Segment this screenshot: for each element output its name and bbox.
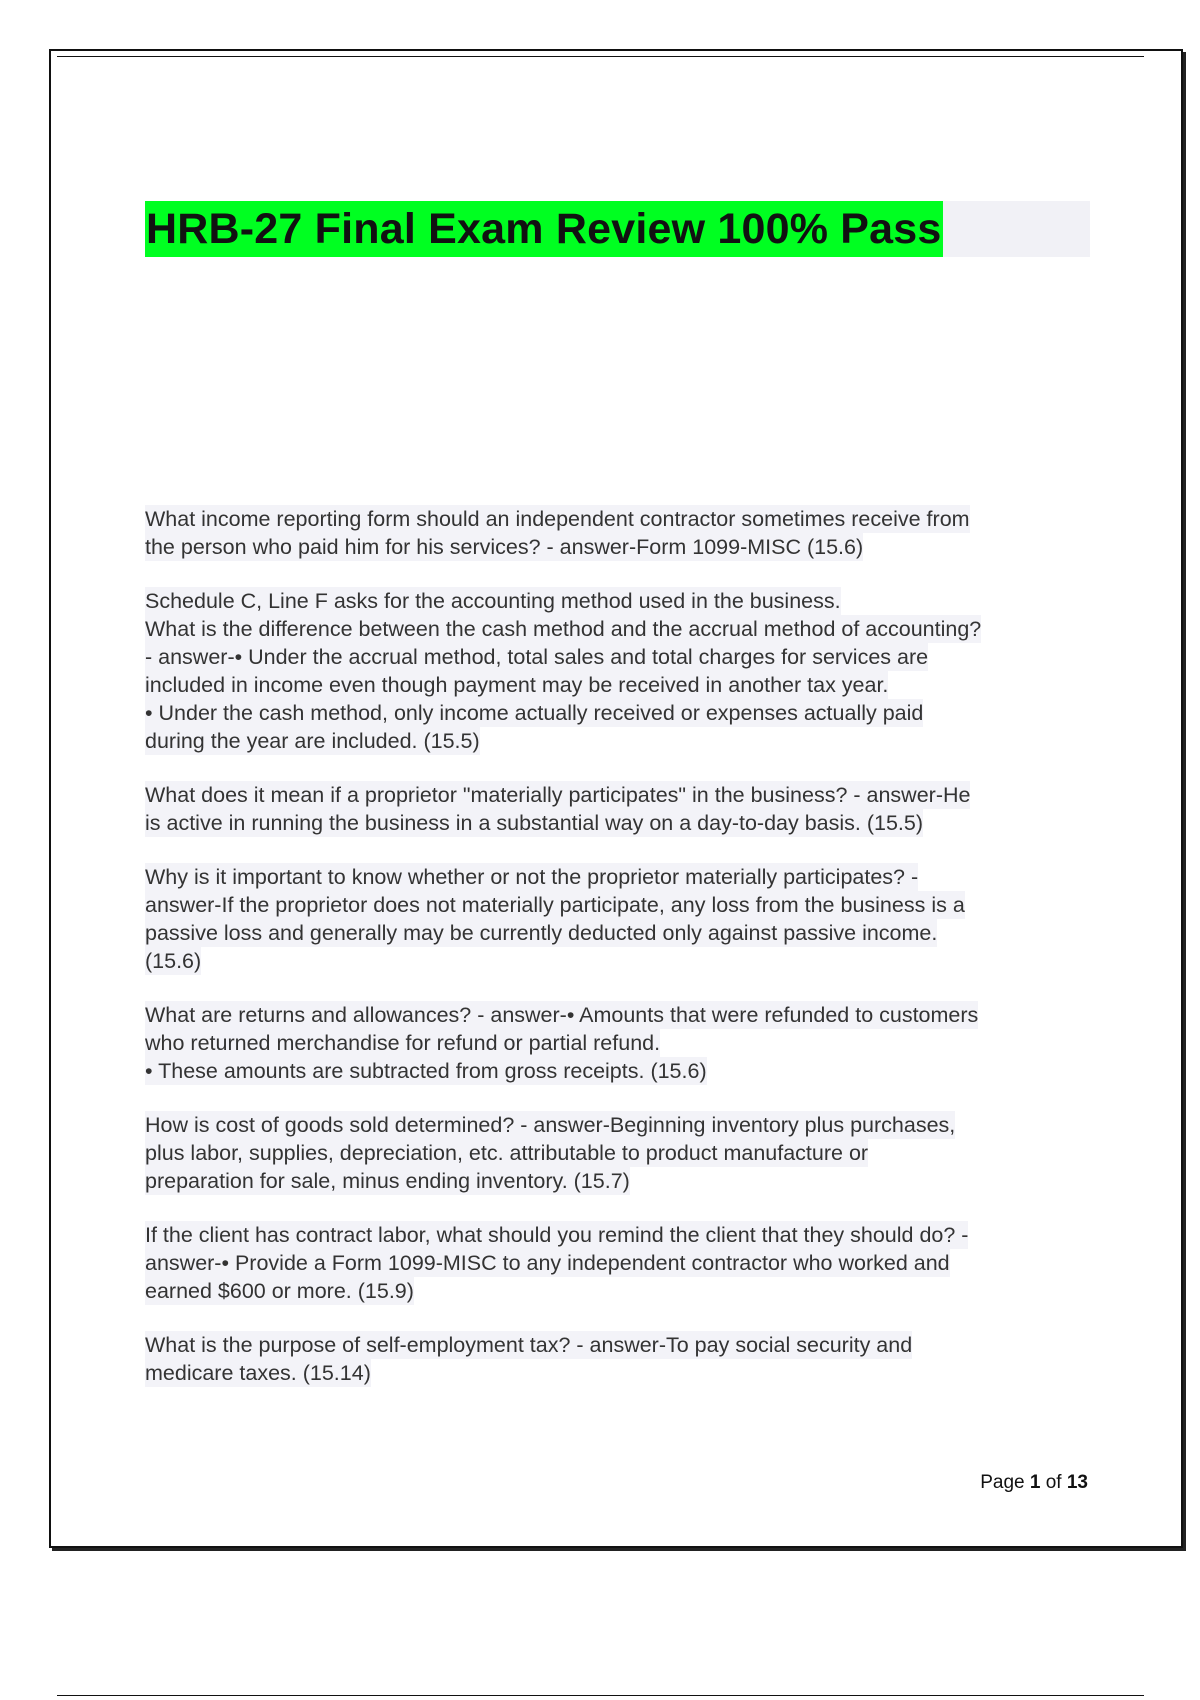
page-number-prefix: Page (980, 1472, 1025, 1493)
qa-line: Why is it important to know whether or not the proprietor materially participates? - (145, 865, 919, 889)
page-number-total: 13 (1066, 1472, 1088, 1493)
qa-line: is active in running the business in a substantial way on a day-to-day basis. (15.5) (145, 811, 924, 835)
qa-line: What does it mean if a proprietor "materially participates" in the business? - answer-He (145, 783, 971, 807)
qa-block (145, 505, 1090, 561)
qa-line: preparation for sale, minus ending inventory. (15.7) (145, 1169, 630, 1193)
page-number-separator: of (1045, 1472, 1062, 1493)
qa-line: passive loss and generally may be currently deducted only against passive income. (145, 921, 938, 945)
qa-line: during the year are included. (15.5) (145, 729, 480, 753)
qa-line: medicare taxes. (15.14) (145, 1361, 371, 1385)
qa-line: How is cost of goods sold determined? - answer-Beginning inventory plus purchases, (145, 1113, 956, 1137)
qa-block (145, 1111, 1090, 1195)
qa-line: (15.6) (145, 949, 202, 973)
qa-line: answer-• Provide a Form 1099-MISC to any independent contractor who worked and (145, 1251, 950, 1275)
qa-line: plus labor, supplies, depreciation, etc. attributable to product manufacture or (145, 1141, 869, 1165)
page-number-current: 1 (1029, 1472, 1041, 1493)
page-number (980, 1472, 1088, 1494)
document-title: HRB-27 Final Exam Review 100% Pass (145, 201, 943, 257)
qa-line: Schedule C, Line F asks for the accounting method used in the business. (145, 589, 841, 613)
bottom-rule (57, 1695, 1144, 1696)
qa-line: What is the difference between the cash method and the accrual method of accounting? (145, 617, 982, 641)
qa-block (145, 1001, 1090, 1085)
qa-line: included in income even though payment may be received in another tax year. (145, 673, 889, 697)
qa-line: What income reporting form should an independent contractor sometimes receive from (145, 507, 970, 531)
qa-line: • Under the cash method, only income actually received or expenses actually paid (145, 701, 924, 725)
qa-block (145, 587, 1090, 755)
qa-list (145, 505, 1090, 1413)
qa-line: the person who paid him for his services? - answer-Form 1099-MISC (15.6) (145, 535, 864, 559)
qa-line: What are returns and allowances? - answer-• Amounts that were refunded to customers (145, 1003, 979, 1027)
qa-line: earned $600 or more. (15.9) (145, 1279, 414, 1303)
qa-block (145, 781, 1090, 837)
qa-line: If the client has contract labor, what should you remind the client that they should do? - (145, 1223, 969, 1247)
qa-line: • These amounts are subtracted from gross receipts. (15.6) (145, 1059, 707, 1083)
qa-line: - answer-• Under the accrual method, total sales and total charges for services are (145, 645, 929, 669)
qa-block (145, 863, 1090, 975)
qa-line: answer-If the proprietor does not materially participate, any loss from the business is a (145, 893, 965, 917)
qa-block (145, 1331, 1090, 1387)
qa-line: What is the purpose of self-employment tax? - answer-To pay social security and (145, 1333, 913, 1357)
qa-line: who returned merchandise for refund or partial refund. (145, 1031, 661, 1055)
qa-block (145, 1221, 1090, 1305)
